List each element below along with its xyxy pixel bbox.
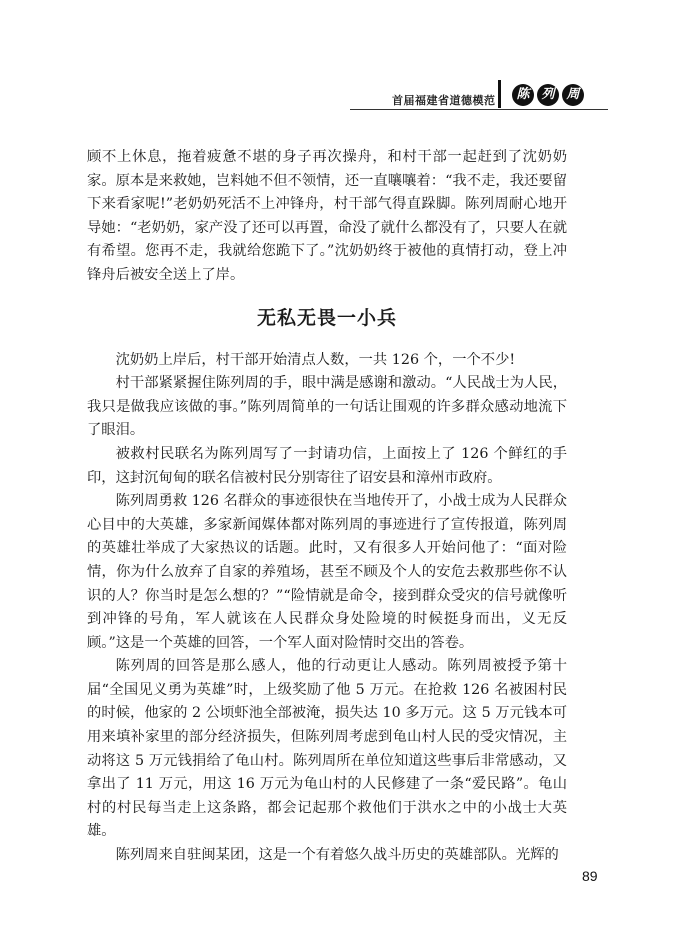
paragraph: 陈列周的回答是那么感人，他的行动更让人感动。陈列周被授予第十届“全国见义勇为英雄”时，上级奖励了他 5 万元。在抢救 126 名被困村民的时候，他家的 2 公顷虾池全部被淹，损失达 10 多万元。这 5 万元钱本可用来填补家里的部分经济损失，但陈列周考虑到龟山村人民的受灾情况，主动将这 5 万元钱捐给了龟山村。陈列周所在单位知道这些事后非常感动，又拿出了 11 万元，用这 16 万元为龟山村的人民修建了一条“爱民路”。龟山村的村民每当走上这条路，都会记起那个救他们于洪水之中的小战士大英雄。 xyxy=(87,658,567,840)
paragraph: 村干部紧紧握住陈列周的手，眼中满是感谢和激动。“人民战士为人民，我只是做我应该做的事。”陈列周简单的一句话让围观的许多群众感动地流下了眼泪。 xyxy=(87,375,567,439)
section-title: 无私无畏一小兵 xyxy=(256,306,397,329)
running-header xyxy=(350,84,608,116)
page-number: 89 xyxy=(582,868,598,884)
paragraph: 陈列周勇救 126 名群众的事迹很快在当地传开了，小战士成为人民群众心目中的大英雄，多家新闻媒体都对陈列周的事迹进行了宣传报道，陈列周的英雄壮举成了大家热议的话题。此时，又有很多人开始问他了：“面对险情，你为什么放弃了自家的养殖场，甚至不顾及个人的安危去救那些你不认识的人？你当时是怎么想的？”“险情就是命令，接到群众受灾的信号就像听到冲锋的号角，军人就该在人民群众身处险境的时候挺身而出，义无反顾。”这是一个英雄的回答，一个军人面对险情时交出的答卷。 xyxy=(87,493,567,651)
paragraph: 被救村民联名为陈列周写了一封请功信，上面按上了 126 个鲜红的手印，这封沉甸甸的联名信被村民分别寄往了诏安县和漳州市政府。 xyxy=(87,445,567,486)
header-rule xyxy=(350,109,608,110)
name-badge: 列 xyxy=(537,84,559,106)
paragraph: 顾不上休息，拖着疲惫不堪的身子再次操舟，和村干部一起赶到了沈奶奶家。原本是来救她，岂料她不但不领情，还一直嚷嚷着：“我不走，我还要留下来看家呢!”老奶奶死活不上冲锋舟，村干部气得直跺脚。陈列周耐心地开导她：“老奶奶，家产没了还可以再置，命没了就什么都没有了，只要人在就有希望。您再不走，我就给您跪下了。”沈奶奶终于被他的真情打动，登上冲锋舟后被安全送上了岸。 xyxy=(87,149,567,283)
name-badge: 陈 xyxy=(512,84,534,106)
name-badge: 周 xyxy=(562,84,584,106)
paragraph: 陈列周来自驻闽某团，这是一个有着悠久战斗历史的英雄部队。光辉的 xyxy=(115,847,559,864)
paragraph: 沈奶奶上岸后，村干部开始清点人数，一共 126 个，一个不少! xyxy=(115,351,516,368)
series-title: 首届福建省道德模范 xyxy=(392,94,496,107)
header-divider xyxy=(498,80,501,108)
name-badges xyxy=(512,84,584,106)
page-body xyxy=(87,146,567,868)
